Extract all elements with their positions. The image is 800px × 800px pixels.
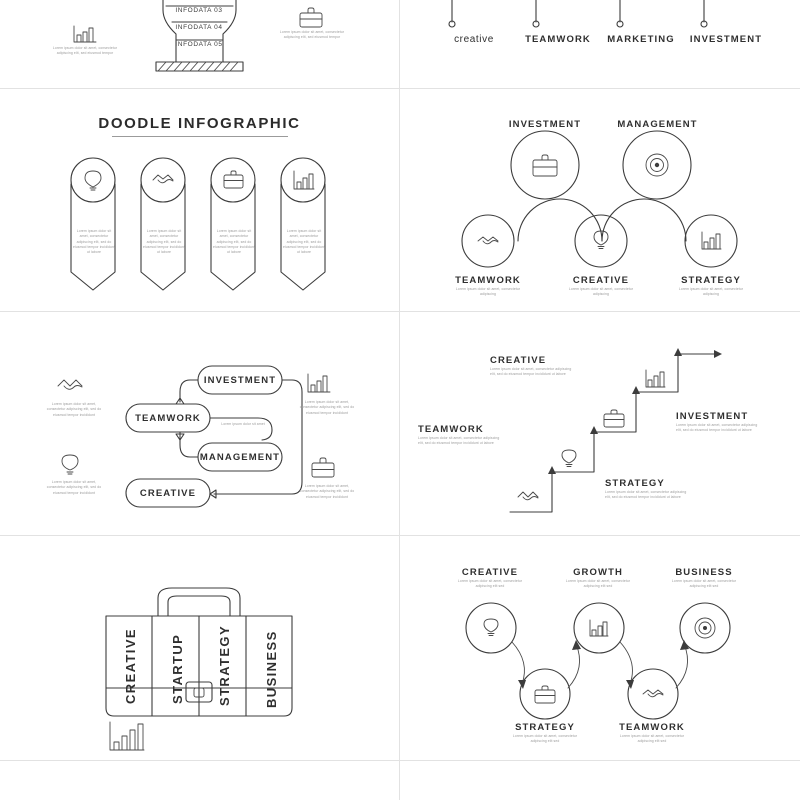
funnel-graphic [0, 0, 399, 88]
funnel-side-note-1: Lorem ipsum dolor sit amet, consectetur adipiscing elit, sed eiusmod tempor [52, 46, 118, 56]
banner-text-2: Lorem ipsum dolor sit amet, consectetur adipiscing elit, sed do eiusmod tempor incididunt ut labore [142, 229, 186, 255]
funnel-step-3: INFODATA 05 [175, 41, 223, 48]
briefcase-icon [224, 171, 243, 188]
lightbulb-icon [62, 455, 78, 474]
slide-row-bottom-cropped [0, 761, 800, 800]
chain-bottom-text-2: Lorem ipsum dolor sit amet, consectetur adipiscing [568, 287, 634, 297]
handshake-icon [643, 690, 663, 697]
chain-bottom-text-3: Lorem ipsum dolor sit amet, consectetur adipiscing [678, 287, 744, 297]
stairs-text-strategy: Lorem ipsum dolor sit amet, consectetur adipiscing elit, sed do eiusmod tempor incididunt ut labore [605, 490, 687, 500]
banner-text-4: Lorem ipsum dolor sit amet, consectetur adipiscing elit, sed do eiusmod tempor incididunt ut labore [282, 229, 326, 255]
briefcase-graphic [0, 536, 399, 760]
snake-pill-label-1: INVESTMENT [203, 375, 277, 386]
circle-strategy [520, 669, 570, 719]
stairs-label-creative: CREATIVE [490, 355, 547, 366]
lightbulb-icon [484, 619, 498, 636]
banner-1 [71, 158, 115, 290]
chart-icon [74, 26, 96, 42]
chain-bottom-label-3: STRATEGY [681, 275, 741, 286]
arrowc-text-business: Lorem ipsum dolor sit amet, consectetur adipiscing elit sed [671, 579, 737, 589]
funnel-step-1: INFODATA 03 [175, 7, 223, 14]
slide-briefcase [0, 536, 399, 760]
case-label-2: STARTUP [170, 633, 185, 704]
snake-pill-label-3: MANAGEMENT [199, 452, 281, 463]
chart-icon [590, 620, 608, 636]
lightbulb-icon [562, 450, 576, 467]
arrowc-label-creative: CREATIVE [461, 567, 519, 578]
handshake-icon [153, 175, 173, 183]
briefcase-icon [533, 155, 557, 176]
case-label-1: CREATIVE [123, 628, 138, 704]
arrowc-label-business: BUSINESS [675, 567, 733, 578]
circle-growth [574, 603, 624, 653]
chain-top-label-2: MANAGEMENT [617, 119, 698, 130]
stairs-text-investment: Lorem ipsum dolor sit amet, consectetur adipiscing elit, sed do eiusmod tempor incididunt ut labore [676, 423, 758, 433]
chart-icon [646, 370, 665, 387]
funnel-step-2: INFODATA 04 [175, 24, 223, 31]
snake-pill-label-2: TEAMWORK [135, 413, 201, 424]
chart-icon [294, 171, 314, 189]
stairs-label-investment: INVESTMENT [676, 411, 749, 422]
arrowc-label-teamwork: TEAMWORK [619, 722, 685, 733]
snake-pill-note: Lorem ipsum dolor sit amet [221, 422, 265, 426]
arrowc-label-strategy: STRATEGY [515, 722, 575, 733]
chain-circle-creative [575, 215, 627, 267]
chart-icon [702, 232, 721, 249]
case-label-4: BUSINESS [264, 630, 279, 708]
arrowc-label-growth: GROWTH [573, 567, 623, 578]
banner-text-3: Lorem ipsum dolor sit amet, consectetur adipiscing elit, sed do eiusmod tempor incididunt ut labore [212, 229, 256, 255]
stairs-label-teamwork: TEAMWORK [418, 424, 484, 435]
funnel-side-note-2: Lorem ipsum dolor sit amet, consectetur adipiscing elit, sed eiusmod tempor [279, 30, 345, 40]
handshake-icon [58, 380, 82, 389]
briefcase-icon [535, 686, 555, 703]
slide-flags [400, 0, 800, 88]
page-title: DOODLE INFOGRAPHIC [98, 115, 301, 132]
case-label-3: STRATEGY [217, 624, 232, 706]
briefcase-icon [604, 410, 624, 427]
slide-stairs [400, 312, 800, 535]
arrowc-text-strategy: Lorem ipsum dolor sit amet, consectetur adipiscing elit sed [512, 734, 578, 744]
banner-text-1: Lorem ipsum dolor sit amet, consectetur adipiscing elit, sed do eiusmod tempor incididunt ut labore [72, 229, 116, 255]
briefcase-icon [300, 8, 322, 27]
target-icon [646, 154, 668, 176]
snake-side-note-4: Lorem ipsum dolor sit amet, consectetur adipiscing elit, sed do eiusmod tempor incididunt [299, 484, 355, 499]
arrowc-text-teamwork: Lorem ipsum dolor sit amet, consectetur adipiscing elit sed [619, 734, 685, 744]
lightbulb-icon [85, 171, 101, 190]
chain-bottom-label-2: CREATIVE [572, 275, 630, 286]
target-icon [695, 618, 715, 638]
chart-icon [110, 722, 144, 750]
snake-pill-label-4: CREATIVE [139, 488, 197, 499]
handshake-icon [518, 492, 538, 500]
flag-label-2: TEAMWORK [525, 34, 591, 45]
chain-circle-investment [511, 131, 579, 199]
stairs-label-strategy: STRATEGY [605, 478, 665, 489]
slide-snake [0, 312, 399, 535]
stairs-text-teamwork: Lorem ipsum dolor sit amet, consectetur adipiscing elit, sed do eiusmod tempor incididunt ut labore [418, 436, 500, 446]
banner-2 [141, 158, 185, 290]
circle-creative [466, 603, 516, 653]
chain-bottom-label-1: TEAMWORK [455, 275, 521, 286]
snake-side-note-2: Lorem ipsum dolor sit amet, consectetur adipiscing elit, sed do eiusmod tempor incididunt [299, 400, 355, 415]
flag-label-4: INVESTMENT [689, 34, 763, 45]
chain-top-label-1: INVESTMENT [508, 119, 582, 130]
briefcase-icon [312, 458, 334, 477]
arrowc-text-creative: Lorem ipsum dolor sit amet, consectetur adipiscing elit sed [457, 579, 523, 589]
flag-label-1: creative [454, 34, 494, 45]
chain-circle-strategy [685, 215, 737, 267]
chart-icon [308, 374, 330, 392]
snake-side-note-3: Lorem ipsum dolor sit amet, consectetur adipiscing elit, sed do eiusmod tempor incididunt [46, 480, 102, 495]
slide-doodle-banners [0, 89, 399, 311]
banner-shapes [0, 144, 399, 311]
slide-arrow-circles [400, 536, 800, 760]
slide-funnel [0, 0, 399, 88]
handshake-icon [478, 237, 498, 244]
stairs-text-creative: Lorem ipsum dolor sit amet, consectetur adipiscing elit, sed do eiusmod tempor incididunt ut labore [490, 367, 572, 377]
slide-circles-chain [400, 89, 800, 311]
arrowc-text-growth: Lorem ipsum dolor sit amet, consectetur adipiscing elit sed [565, 579, 631, 589]
snake-side-note-1: Lorem ipsum dolor sit amet, consectetur adipiscing elit, sed do eiusmod tempor incididunt [46, 402, 102, 417]
flag-label-3: MARKETING [607, 34, 675, 45]
banner-3 [211, 158, 255, 290]
chain-bottom-text-1: Lorem ipsum dolor sit amet, consectetur adipiscing [455, 287, 521, 297]
